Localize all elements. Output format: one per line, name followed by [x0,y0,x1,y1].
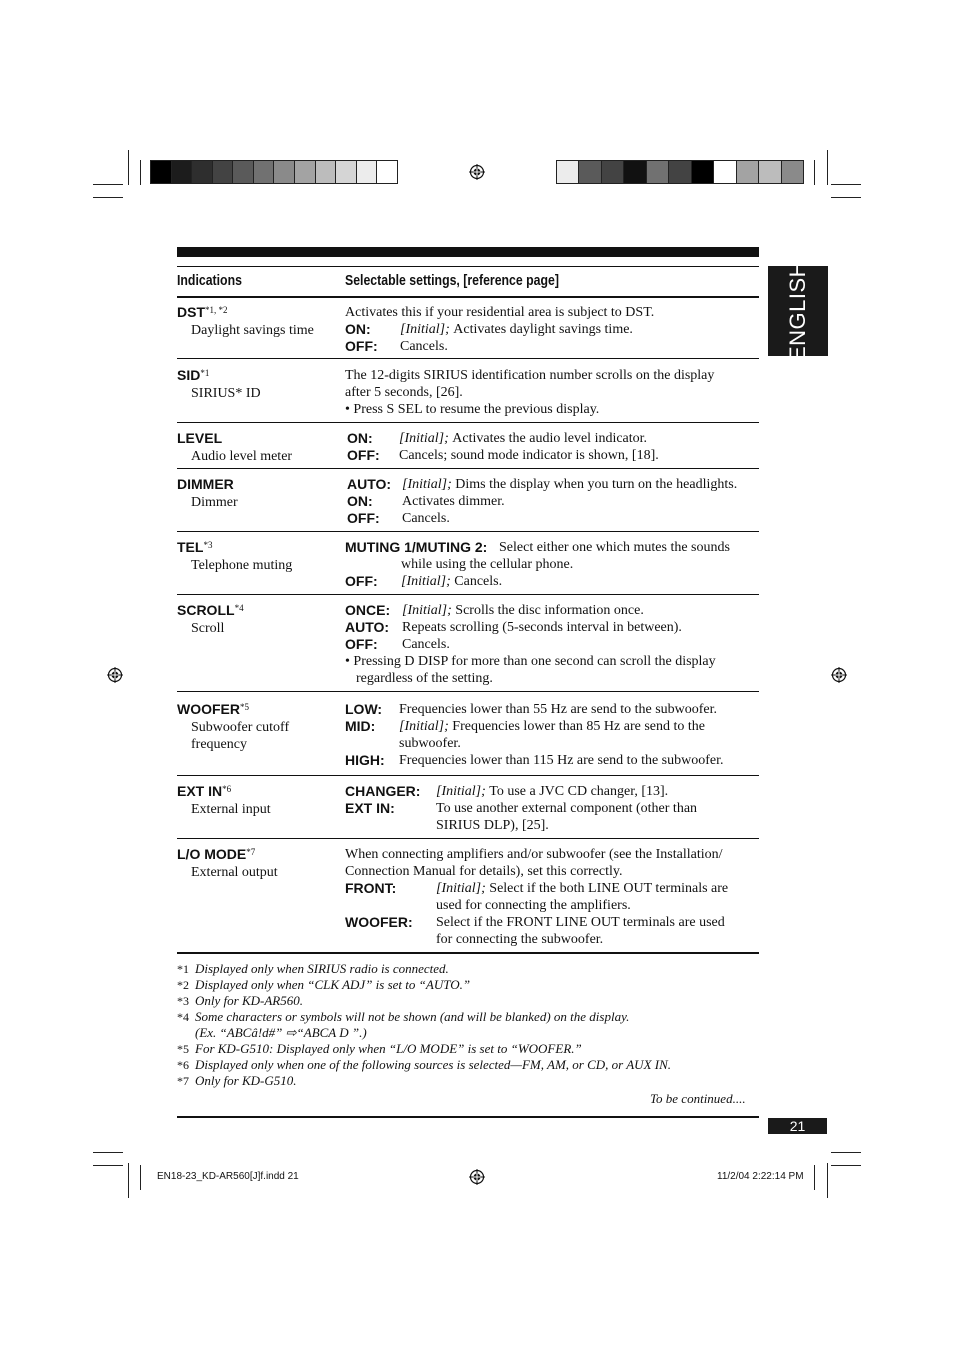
crop-mark [831,1165,861,1166]
divider [177,296,759,298]
setting-text: Connection Manual for details), set this correctly. [345,864,623,879]
setting-value: [Initial]; Select if the both LINE OUT terminals are [436,881,729,896]
color-swatch [737,161,759,183]
setting-value: To use another external component (other than [436,801,698,816]
settings-cell [347,476,759,527]
divider [177,691,759,692]
settings-cell [345,701,759,769]
language-tab [768,260,828,362]
color-swatch [624,161,646,183]
indication-name: LEVEL [177,430,223,446]
indication-description: Daylight savings time [191,323,314,338]
indication-cell [177,430,337,465]
setting-value: Cancels. [402,637,450,652]
color-swatch [759,161,781,183]
indication-name: EXT IN [177,783,223,799]
color-swatch [692,161,714,183]
footnote: *1 Displayed only when SIRIUS radio is connected. [177,961,449,976]
settings-cell [345,602,759,687]
crop-mark [140,160,141,185]
setting-label: MID: [345,718,376,734]
footnote-mark: *1, *2 [205,305,228,315]
indication-name: SID [177,367,201,383]
settings-cell [345,783,759,834]
indication-name: DIMMER [177,476,234,492]
indication-cell [177,476,337,511]
setting-label: OFF: [345,636,378,652]
indication-cell [177,846,337,881]
setting-value: Select either one which mutes the sounds [499,540,730,555]
setting-line [345,573,759,590]
setting-label: ON: [345,321,371,337]
setting-value: used for connecting the amplifiers. [436,898,631,913]
setting-value: Cancels. [402,511,450,526]
column-header-indications: Indications [177,272,242,289]
indication-name: L/O MODE [177,846,247,862]
footnote-mark: *2 [177,978,189,992]
divider [177,422,759,423]
footnote: *2 Displayed only when “CLK ADJ” is set to “AUTO.” [177,977,471,992]
setting-label: ON: [347,493,373,509]
setting-text: after 5 seconds, [26]. [345,385,463,400]
setting-line [345,602,759,619]
setting-line [345,338,759,355]
setting-label: HIGH: [345,752,385,768]
footnote: *3 Only for KD-AR560. [177,993,303,1008]
setting-value: Repeats scrolling (5-seconds interval in between). [402,620,682,635]
setting-line [347,447,759,464]
table-top-bar [177,247,759,257]
setting-label: ONCE: [345,602,391,618]
color-swatch [254,161,275,183]
setting-value: Frequencies lower than 55 Hz are send to the subwoofer. [399,702,718,717]
color-swatch [316,161,337,183]
color-swatch [377,161,397,183]
footnote-mark: *3 [177,994,189,1008]
color-swatch [213,161,234,183]
setting-label: FRONT: [345,880,397,896]
footnote-mark: *5 [240,702,249,712]
divider [177,594,759,595]
setting-line [347,510,759,527]
color-swatch [357,161,378,183]
indication-cell [177,367,337,402]
setting-value: SIRIUS DLP), [25]. [436,818,549,833]
footnote-mark: *6 [222,784,232,794]
setting-line [345,636,759,653]
indication-description: Subwoofer cutoff [191,720,290,735]
color-swatch [192,161,213,183]
setting-value: [Initial]; Dims the display when you turn on the headlights. [402,477,738,492]
crop-mark [93,184,123,185]
setting-value: for connecting the subwoofer. [436,932,604,947]
date-slug: 11/2/04 2:22:14 PM [717,1171,804,1182]
color-swatch [336,161,357,183]
setting-label: WOOFER: [345,914,413,930]
setting-text: When connecting amplifiers and/or subwoofer (see the Installation/ [345,847,723,862]
indication-cell [177,602,337,637]
settings-cell [347,430,759,464]
color-swatch [172,161,193,183]
divider [177,838,759,839]
color-swatch [669,161,691,183]
color-swatch [579,161,601,183]
footnote-mark: *7 [177,1074,189,1088]
setting-line [345,321,759,338]
initial-tag: [Initial]; [399,431,453,446]
footnote-mark: *3 [203,540,213,550]
color-swatch [647,161,669,183]
settings-cell [345,367,759,418]
file-slug: EN18-23_KD-AR560[J]f.indd 21 [157,1171,299,1182]
initial-tag: [Initial]; [401,574,455,589]
setting-label: MUTING 1/MUTING 2: [345,539,488,555]
color-bar-left [150,160,398,184]
divider [177,266,759,267]
setting-value: Activates dimmer. [402,494,505,509]
color-swatch [233,161,254,183]
registration-mark-icon [831,667,847,683]
setting-value: [Initial]; To use a JVC CD changer, [13]. [436,784,669,799]
continued-note: To be continued.... [650,1091,746,1106]
footnote: *4 Some characters or symbols will not be shown (and will be blanked) on the display. [177,1009,630,1024]
bullet-text: regardless of the setting. [356,671,493,686]
initial-tag: [Initial]; [402,477,456,492]
divider [177,468,759,469]
setting-text: The 12-digits SIRIUS identification number scrolls on the display [345,368,715,383]
setting-label: OFF: [345,338,378,354]
setting-line [345,880,759,897]
bullet-text: • Pressing D DISP for more than one second can scroll the display [345,654,716,669]
setting-line [345,817,759,834]
indication-name: WOOFER [177,701,240,717]
setting-line [345,539,759,556]
crop-mark [128,1163,129,1198]
divider [177,775,759,776]
setting-value: Frequencies lower than 115 Hz are send to the subwoofer. [399,753,724,768]
language-tab-label: ENGLISH [785,260,810,362]
setting-line [345,914,759,931]
color-swatch [714,161,736,183]
setting-value: while using the cellular phone. [401,557,574,572]
setting-line [345,556,759,573]
crop-mark [827,1163,828,1198]
initial-tag: [Initial]; [436,881,490,896]
indication-description: External output [191,865,278,880]
setting-label: OFF: [347,447,380,463]
setting-value: [Initial]; Activates daylight savings time. [400,322,633,337]
setting-value: Select if the FRONT LINE OUT terminals are used [436,915,725,930]
bullet-text: • Press S SEL to resume the previous display. [345,402,600,417]
indication-description: External input [191,802,271,817]
setting-line [345,701,759,718]
settings-cell [345,304,759,355]
crop-mark [814,160,815,185]
initial-tag: [Initial]; [400,322,454,337]
footnote-mark: *1 [200,368,210,378]
divider [177,358,759,359]
indication-name: SCROLL [177,602,235,618]
crop-mark [814,1165,815,1190]
footnote-mark: *4 [234,603,244,613]
setting-line [347,493,759,510]
setting-label: AUTO: [345,619,390,635]
initial-tag: [Initial]; [436,784,490,799]
indication-description: Audio level meter [191,449,293,464]
crop-mark [93,197,123,198]
crop-mark [128,150,129,185]
initial-tag: [Initial]; [402,603,456,618]
color-swatch [557,161,579,183]
crop-mark [93,1152,123,1153]
crop-mark [140,1165,141,1190]
footnote: *6 Displayed only when one of the following sources is selected—FM, AM, or CD, or AUX IN. [177,1057,672,1072]
page-number: 21 [768,1118,827,1134]
indication-cell [177,783,337,818]
footnote-mark: *5 [177,1042,189,1056]
crop-mark [831,184,861,185]
setting-label: OFF: [347,510,380,526]
setting-value: Cancels; sound mode indicator is shown, [18]. [399,448,659,463]
divider [177,952,759,954]
divider [177,1116,759,1118]
indication-cell [177,304,337,339]
setting-line [345,752,759,769]
indication-cell [177,701,337,753]
color-swatch [782,161,803,183]
column-header-settings: Selectable settings, [reference page] [345,272,559,289]
footnote: *5 For KD-G510: Displayed only when “L/O MODE” is set to “WOOFER.” [177,1041,582,1056]
crop-mark [827,150,828,185]
settings-cell [345,539,759,590]
setting-line [345,931,759,948]
divider [177,531,759,532]
setting-text: Activates this if your residential area is subject to DST. [345,305,655,320]
setting-value: Cancels. [400,339,448,354]
footnote: *7 Only for KD-G510. [177,1073,297,1088]
setting-line [345,897,759,914]
color-swatch [151,161,172,183]
setting-value: [Initial]; Cancels. [401,574,503,589]
setting-line [347,476,759,493]
footnote: (Ex. “ABCâ!d#” ⇨“ABCA D ”.) [195,1025,367,1040]
setting-label: AUTO: [347,476,392,492]
setting-line [345,735,759,752]
setting-label: OFF: [345,573,378,589]
setting-value: [Initial]; Scrolls the disc information once. [402,603,644,618]
footnote-mark: *4 [177,1010,189,1024]
color-swatch [274,161,295,183]
indication-name: TEL [177,539,204,555]
color-bar-right [556,160,804,184]
registration-mark-icon [469,164,485,180]
registration-mark-icon [469,1169,485,1185]
setting-line [345,619,759,636]
crop-mark [831,1152,861,1153]
registration-mark-icon [107,667,123,683]
initial-tag: [Initial]; [399,719,453,734]
indication-name: DST [177,304,205,320]
setting-label: CHANGER: [345,783,421,799]
setting-line [347,430,759,447]
setting-value: [Initial]; Frequencies lower than 85 Hz are send to the [399,719,705,734]
indication-description: frequency [191,737,247,752]
color-swatch [295,161,316,183]
crop-mark [93,1165,123,1166]
indication-description: Telephone muting [191,558,293,573]
indication-description: SIRIUS* ID [191,386,261,401]
footnote-mark: *1 [177,962,189,976]
setting-line [345,800,759,817]
setting-label: ON: [347,430,373,446]
setting-line [345,783,759,800]
settings-cell [345,846,759,948]
setting-line [345,718,759,735]
setting-value: [Initial]; Activates the audio level indicator. [399,431,648,446]
indication-cell [177,539,337,574]
indication-description: Scroll [191,621,225,636]
color-swatch [602,161,624,183]
setting-value: subwoofer. [399,736,461,751]
indication-description: Dimmer [191,495,238,510]
footnote-mark: *7 [246,847,256,857]
setting-label: EXT IN: [345,800,395,816]
footnote-mark: *6 [177,1058,189,1072]
crop-mark [831,197,861,198]
setting-label: LOW: [345,701,383,717]
